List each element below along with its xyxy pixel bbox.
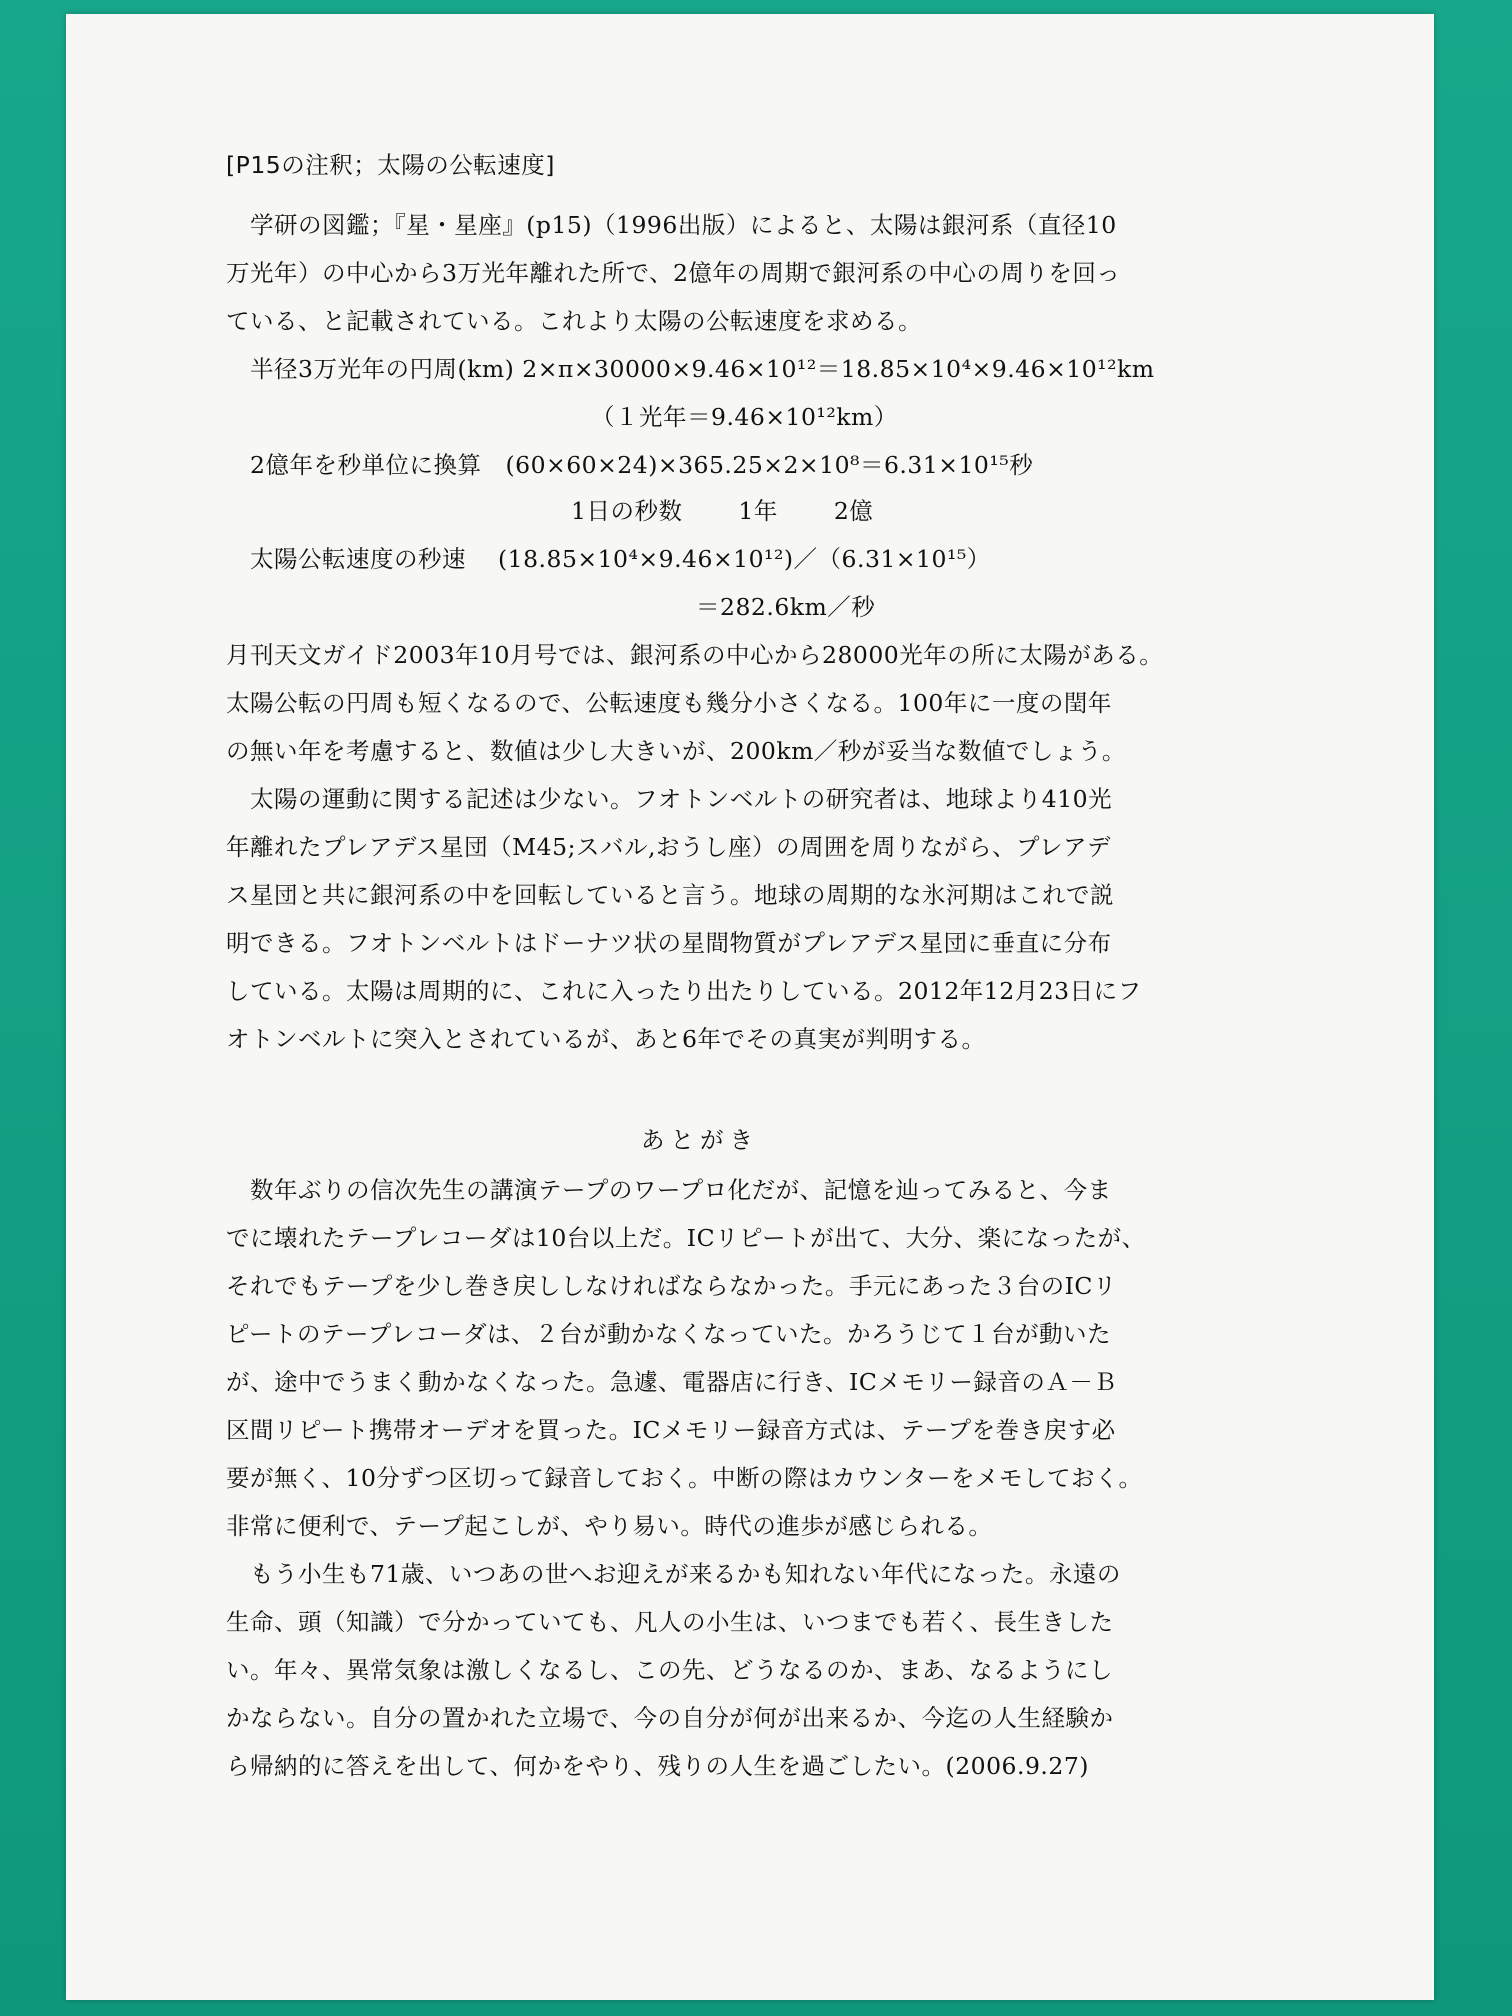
note-line: 万光年）の中心から3万光年離れた所で、2億年の周期で銀河系の中心の周りを回っ [226,259,1121,287]
formula-speed: 太陽公転速度の秒速 (18.85×10⁴×9.46×10¹²)／（6.31×10¹⁵） [226,545,991,573]
note-line: 太陽公転の円周も短くなるので、公転速度も幾分小さくなる。100年に一度の閏年 [226,689,1112,717]
formula-seconds: 2億年を秒単位に換算 (60×60×24)×365.25×2×10⁸＝6.31×10¹⁵秒 [226,451,1034,479]
afterword-title: あとがき [641,1126,759,1154]
note-line: ス星団と共に銀河系の中を回転していると言う。地球の周期的な氷河期はこれで説 [226,881,1114,909]
afterword-line: 要が無く、10分ずつ区切って録音しておく。中断の際はカウンターをメモしておく。 [226,1464,1143,1492]
note-heading: [P15の注釈；太陽の公転速度] [226,151,555,179]
afterword-line: 非常に便利で、テープ起こしが、やり易い。時代の進歩が感じられる。 [226,1512,993,1540]
note-line: の無い年を考慮すると、数値は少し大きいが、200km／秒が妥当な数値でしょう。 [226,737,1126,765]
afterword-line: 生命、頭（知識）で分かっていても、凡人の小生は、いつまでも若く、長生きした [226,1608,1114,1636]
afterword-line: い。年々、異常気象は激しくなるし、この先、どうなるのか、まあ、なるようにし [226,1656,1114,1684]
formula-circumference: 半径3万光年の円周(km) 2×π×30000×9.46×10¹²＝18.85×10⁴×9.46×10¹²km [226,355,1155,383]
formula-lightyear: （１光年＝9.46×10¹²km） [591,403,898,431]
afterword-line: でに壊れたテープレコーダは10台以上だ。ICリピートが出て、大分、楽になったが、 [226,1224,1146,1252]
note-line: 太陽の運動に関する記述は少ない。フオトンベルトの研究者は、地球より410光 [226,785,1113,813]
afterword-line: が、途中でうまく動かなくなった。急遽、電器店に行き、ICメモリー録音のＡ－Ｂ [226,1368,1118,1396]
afterword-line: 区間リピート携帯オーデオを買った。ICメモリー録音方式は、テープを巻き戻す必 [226,1416,1116,1444]
afterword-line: ピートのテープレコーダは、２台が動かなくなっていた。かろうじて１台が動いた [226,1320,1111,1348]
afterword-line: もう小生も71歳、いつあの世へお迎えが来るかも知れない年代になった。永遠の [226,1560,1121,1588]
note-line: 明できる。フオトンベルトはドーナツ状の星間物質がプレアデス星団に垂直に分布 [226,929,1112,957]
note-line: ている、と記載されている。これより太陽の公転速度を求める。 [226,307,922,335]
note-line: オトンベルトに突入とされているが、あと6年でその真実が判明する。 [226,1025,986,1053]
formula-result: ＝282.6km／秒 [696,593,876,621]
formula-seconds-caption: 1日の秒数 1年 2億 [571,497,874,525]
note-line: 月刊天文ガイド2003年10月号では、銀河系の中心から28000光年の所に太陽がある。 [226,641,1164,669]
afterword-line: 数年ぶりの信次先生の講演テープのワープロ化だが、記憶を辿ってみると、今ま [226,1176,1112,1204]
afterword-line: ら帰納的に答えを出して、何かをやり、残りの人生を過ごしたい。(2006.9.27) [226,1752,1089,1780]
note-line: 年離れたプレアデス星団（M45;スバル,おうし座）の周囲を周りながら、プレアデ [226,833,1112,861]
note-line: 学研の図鑑；『星・星座』(p15)（1996出版）によると、太陽は銀河系（直径10 [226,211,1117,239]
afterword-line: かならない。自分の置かれた立場で、今の自分が何が出来るか、今迄の人生経験か [226,1704,1114,1732]
note-line: している。太陽は周期的に、これに入ったり出たりしている。2012年12月23日にフ [226,977,1142,1005]
afterword-line: それでもテープを少し巻き戻ししなければならなかった。手元にあった３台のICリ [226,1272,1117,1300]
